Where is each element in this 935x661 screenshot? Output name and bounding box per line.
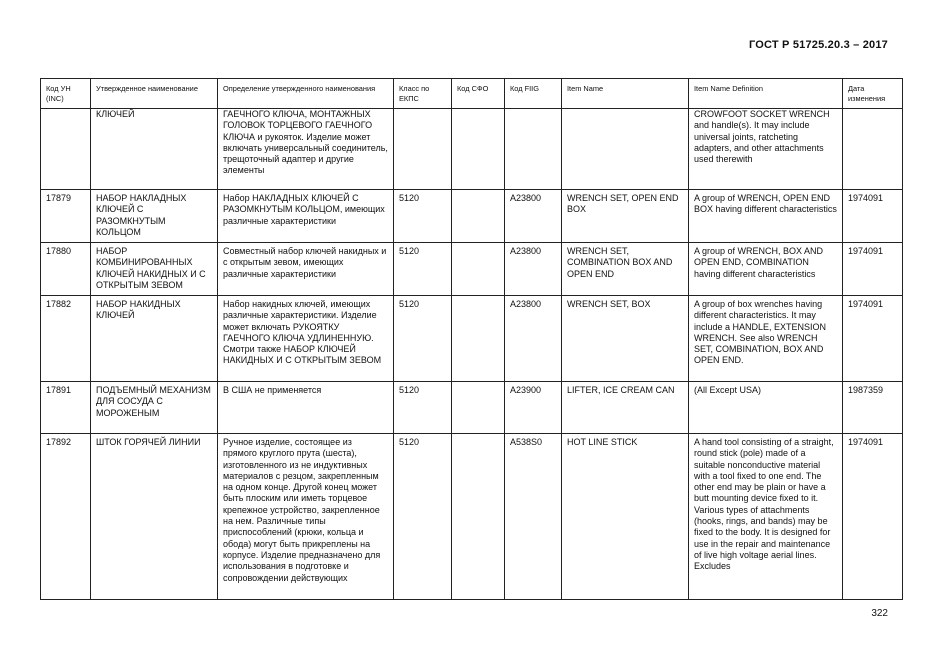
col-header-inc: Код УН (INC) (41, 79, 91, 109)
col-header-definition-ru: Определение утвержденного наименования (218, 79, 394, 109)
table-row (41, 109, 903, 190)
cell-name-ru: НАБОР НАКИДНЫХ КЛЮЧЕЙ (91, 296, 218, 382)
cell-date: 1974091 (843, 243, 903, 296)
col-header-item-name: Item Name (562, 79, 689, 109)
classifier-table (40, 78, 903, 600)
cell-item-name: WRENCH SET, OPEN END BOX (562, 190, 689, 243)
cell-ekps (394, 109, 452, 190)
cell-sfo (452, 434, 505, 600)
cell-inc: 17880 (41, 243, 91, 296)
col-header-sfo-code: Код СФО (452, 79, 505, 109)
document-standard-header: ГОСТ Р 51725.20.3 – 2017 (748, 39, 888, 51)
cell-definition-en: A group of WRENCH, BOX AND OPEN END, COMBINATION having different characteristics (689, 243, 843, 296)
cell-sfo (452, 190, 505, 243)
cell-item-name (562, 109, 689, 190)
cell-definition-en: (All Except USA) (689, 382, 843, 434)
cell-sfo (452, 296, 505, 382)
header-row (41, 79, 903, 109)
cell-name-ru: ПОДЪЕМНЫЙ МЕХАНИЗМ ДЛЯ СОСУДА С МОРОЖЕНЫМ (91, 382, 218, 434)
table-row (41, 296, 903, 382)
col-header-item-name-definition: Item Name Definition (689, 79, 843, 109)
cell-date: 1974091 (843, 296, 903, 382)
cell-item-name: WRENCH SET, COMBINATION BOX AND OPEN END (562, 243, 689, 296)
cell-inc: 17892 (41, 434, 91, 600)
cell-definition-en: A hand tool consisting of a straight, round stick (pole) made of a suitable nonconductive material with a tool fixed to one end. The other end may be plain or have a butt mounting device fixed to it. Various types of attachments (hooks, rings, and bands) may be fixed to the body. It is designed for use in the repair and maintenance of live high voltage aerial lines. Excludes (689, 434, 843, 600)
table-row (41, 434, 903, 600)
cell-fiig: A23800 (505, 190, 562, 243)
cell-sfo (452, 382, 505, 434)
cell-definition-ru: Набор НАКЛАДНЫХ КЛЮЧЕЙ С РАЗОМКНУТЫМ КОЛЬЦОМ, имеющих различные характеристики (218, 190, 394, 243)
cell-fiig: A23800 (505, 243, 562, 296)
cell-sfo (452, 109, 505, 190)
table-row (41, 382, 903, 434)
cell-definition-ru: Совместный набор ключей накидных и с открытым зевом, имеющих различные характеристики (218, 243, 394, 296)
cell-definition-en: CROWFOOT SOCKET WRENCH and handle(s). It may include universal joints, ratcheting adapters, and other attachments used therewith (689, 109, 843, 190)
cell-date: 1987359 (843, 382, 903, 434)
cell-definition-ru: Ручное изделие, состоящее из прямого круглого прута (шеста), изготовленного из не индуктивных материалов с резцом, закрепленным на одном конце. Другой конец может быть плоским или иметь торцевое крепежное устройство, закрепленное на нем. Различные типы приспособлений (крюки, кольца и обода) могут быть прикреплены на корпусе. Изделие предназначено для использования в подготовке и сопровождении действующих (218, 434, 394, 600)
cell-definition-ru: Набор накидных ключей, имеющих различные характеристики. Изделие может включать РУКОЯТКУ ГАЕЧНОГО КЛЮЧА УДЛИНЕННУЮ. Смотри также НАБОР КЛЮЧЕЙ НАКИДНЫХ И С ОТКРЫТЫМ ЗЕВОМ (218, 296, 394, 382)
cell-item-name: HOT LINE STICK (562, 434, 689, 600)
cell-date (843, 109, 903, 190)
cell-name-ru: НАБОР КОМБИНИРОВАННЫХ КЛЮЧЕЙ НАКИДНЫХ И С ОТКРЫТЫМ ЗЕВОМ (91, 243, 218, 296)
col-header-ekps-class: Класс по ЕКПС (394, 79, 452, 109)
cell-fiig: A23900 (505, 382, 562, 434)
cell-ekps: 5120 (394, 190, 452, 243)
cell-name-ru: ШТОК ГОРЯЧЕЙ ЛИНИИ (91, 434, 218, 600)
cell-name-ru: КЛЮЧЕЙ (91, 109, 218, 190)
cell-inc: 17882 (41, 296, 91, 382)
cell-item-name: WRENCH SET, BOX (562, 296, 689, 382)
col-header-fiig-code: Код FIIG (505, 79, 562, 109)
cell-ekps: 5120 (394, 382, 452, 434)
page-number: 322 (871, 608, 888, 619)
cell-date: 1974091 (843, 434, 903, 600)
cell-definition-ru: ГАЕЧНОГО КЛЮЧА, МОНТАЖНЫХ ГОЛОВОК ТОРЦЕВОГО ГАЕЧНОГО КЛЮЧА и рукояток. Изделие может включать универсальный соединитель, трещоточный адаптер и другие элементы (218, 109, 394, 190)
cell-name-ru: НАБОР НАКЛАДНЫХ КЛЮЧЕЙ С РАЗОМКНУТЫМ КОЛЬЦОМ (91, 190, 218, 243)
cell-ekps: 5120 (394, 434, 452, 600)
table-header (41, 79, 903, 109)
cell-inc (41, 109, 91, 190)
cell-ekps: 5120 (394, 296, 452, 382)
cell-ekps: 5120 (394, 243, 452, 296)
cell-inc: 17879 (41, 190, 91, 243)
table-row (41, 190, 903, 243)
cell-fiig: A23800 (505, 296, 562, 382)
cell-sfo (452, 243, 505, 296)
cell-fiig: A538S0 (505, 434, 562, 600)
cell-definition-ru: В США не применяется (218, 382, 394, 434)
cell-item-name: LIFTER, ICE CREAM CAN (562, 382, 689, 434)
cell-inc: 17891 (41, 382, 91, 434)
cell-date: 1974091 (843, 190, 903, 243)
cell-fiig (505, 109, 562, 190)
col-header-change-date: Дата изменения (843, 79, 903, 109)
col-header-approved-name: Утвержденное наименование (91, 79, 218, 109)
table-row (41, 243, 903, 296)
cell-definition-en: A group of box wrenches having different characteristics. It may include a HANDLE, EXTENSION WRENCH. See also WRENCH SET, COMBINATION, BOX AND OPEN END. (689, 296, 843, 382)
cell-definition-en: A group of WRENCH, OPEN END BOX having different characteristics (689, 190, 843, 243)
